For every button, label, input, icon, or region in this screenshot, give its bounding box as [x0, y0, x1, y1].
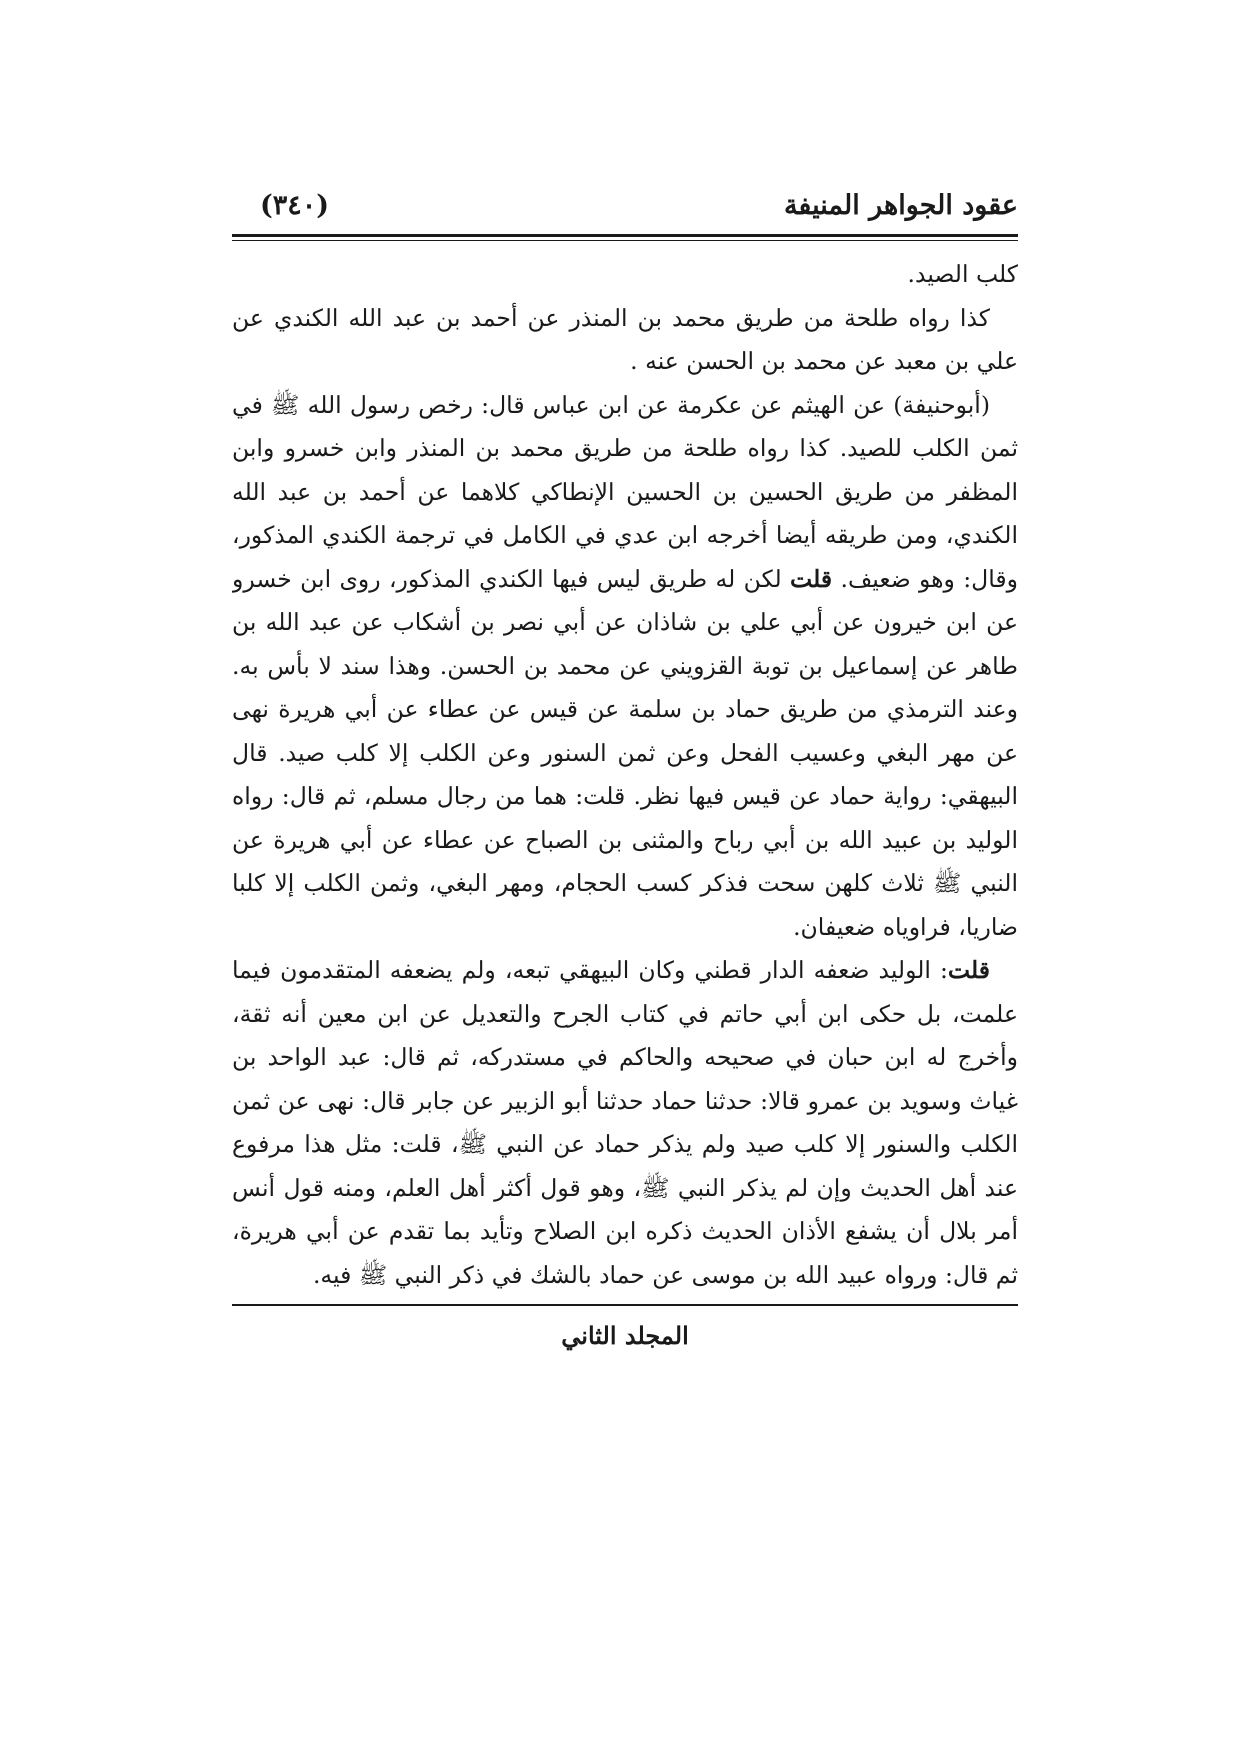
- paragraph-4-text: : الوليد ضعفه الدار قطني وكان البيهقي تبعه، ولم يضعفه المتقدمون فيما علمت، بل حكى ابن أبي حاتم في كتاب الجرح والتعديل عن ابن معين أنه ثقة، وأخرج له ابن حبان في صحيحه والحاكم في مستدركه، ثم قال: عبد الواحد بن غياث وسويد بن عمرو قالا: حدثنا حماد حدثنا أبو الزبير عن جابر قال: نهى عن ثمن الكلب والسنور إلا كلب صيد ولم يذكر حماد عن النبي ﷺ، قلت: مثل هذا مرفوع عند أهل الحديث وإن لم يذكر النبي ﷺ، وهو قول أكثر أهل العلم، ومنه قول أنس أمر بلال أن يشفع الأذان الحديث ذكره ابن الصلاح وتأيد بما تقدم عن أبي هريرة، ثم قال: ورواه عبيد الله بن موسى عن حماد بالشك في ذكر النبي ﷺ فيه.: [232, 956, 1018, 1289]
- paragraph-3: [232, 384, 1018, 950]
- page-header: [232, 186, 1018, 226]
- book-title: عقود الجواهر المنيفة: [783, 190, 1018, 221]
- volume-label: المجلد الثاني: [561, 1321, 689, 1350]
- header-rule-thick: [232, 234, 1018, 237]
- page-footer: [232, 1316, 1018, 1356]
- paragraph-4-qult: قلت: [947, 956, 990, 984]
- paragraph-4: [232, 949, 1018, 1297]
- paragraph-3-text-a: (أبوحنيفة) عن الهيثم عن عكرمة عن ابن عباس قال: رخص رسول الله ﷺ في ثمن الكلب للصيد. كذا رواه طلحة من طريق محمد بن المنذر وابن خسرو وابن المظفر من طريق الحسين بن الحسين الإنطاكي كلاهما عن أحمد بن عبد الله الكندي، ومن طريقه أيضا أخرجه ابن عدي في الكامل في ترجمة الكندي المذكور، وقال: وهو ضعيف.: [232, 390, 1018, 593]
- header-rule-thin: [232, 240, 1018, 241]
- paragraph-3-qult: قلت: [790, 564, 833, 593]
- paragraph-2: كذا رواه طلحة من طريق محمد بن المنذر عن أحمد بن عبد الله الكندي عن علي بن معبد عن محمد بن الحسن عنه .: [232, 303, 1018, 375]
- main-text: [232, 253, 1018, 1298]
- paragraph-3-text-b: لكن له طريق ليس فيها الكندي المذكور، روى ابن خسرو عن ابن خيرون عن أبي علي بن شاذان عن أبي نصر بن أشكاب عن عبد الله بن طاهر عن إسماعيل بن توبة القزويني عن محمد بن الحسن. وهذا سند لا بأس به. وعند الترمذي من طريق حماد بن سلمة عن قيس عن عطاء عن أبي هريرة نهى عن مهر البغي وعسيب الفحل وعن ثمن السنور وعن الكلب إلا كلب صيد. قال البيهقي: رواية حماد عن قيس فيها نظر. قلت: هما من رجال مسلم، ثم قال: رواه الوليد بن عبيد الله بن أبي رباح والمثنى بن الصباح عن عطاء عن أبي هريرة عن النبي ﷺ ثلاث كلهن سحت فذكر كسب الحجام، ومهر البغي، وثمن الكلب إلا كلبا ضاريا، فراوياه ضعيفان.: [232, 564, 1018, 941]
- page-number: (٣٤٠): [260, 190, 330, 221]
- paragraph-5: [232, 1297, 1018, 1298]
- footer-rule: [232, 1304, 1018, 1306]
- paragraph-1: كلب الصيد.: [907, 260, 1018, 288]
